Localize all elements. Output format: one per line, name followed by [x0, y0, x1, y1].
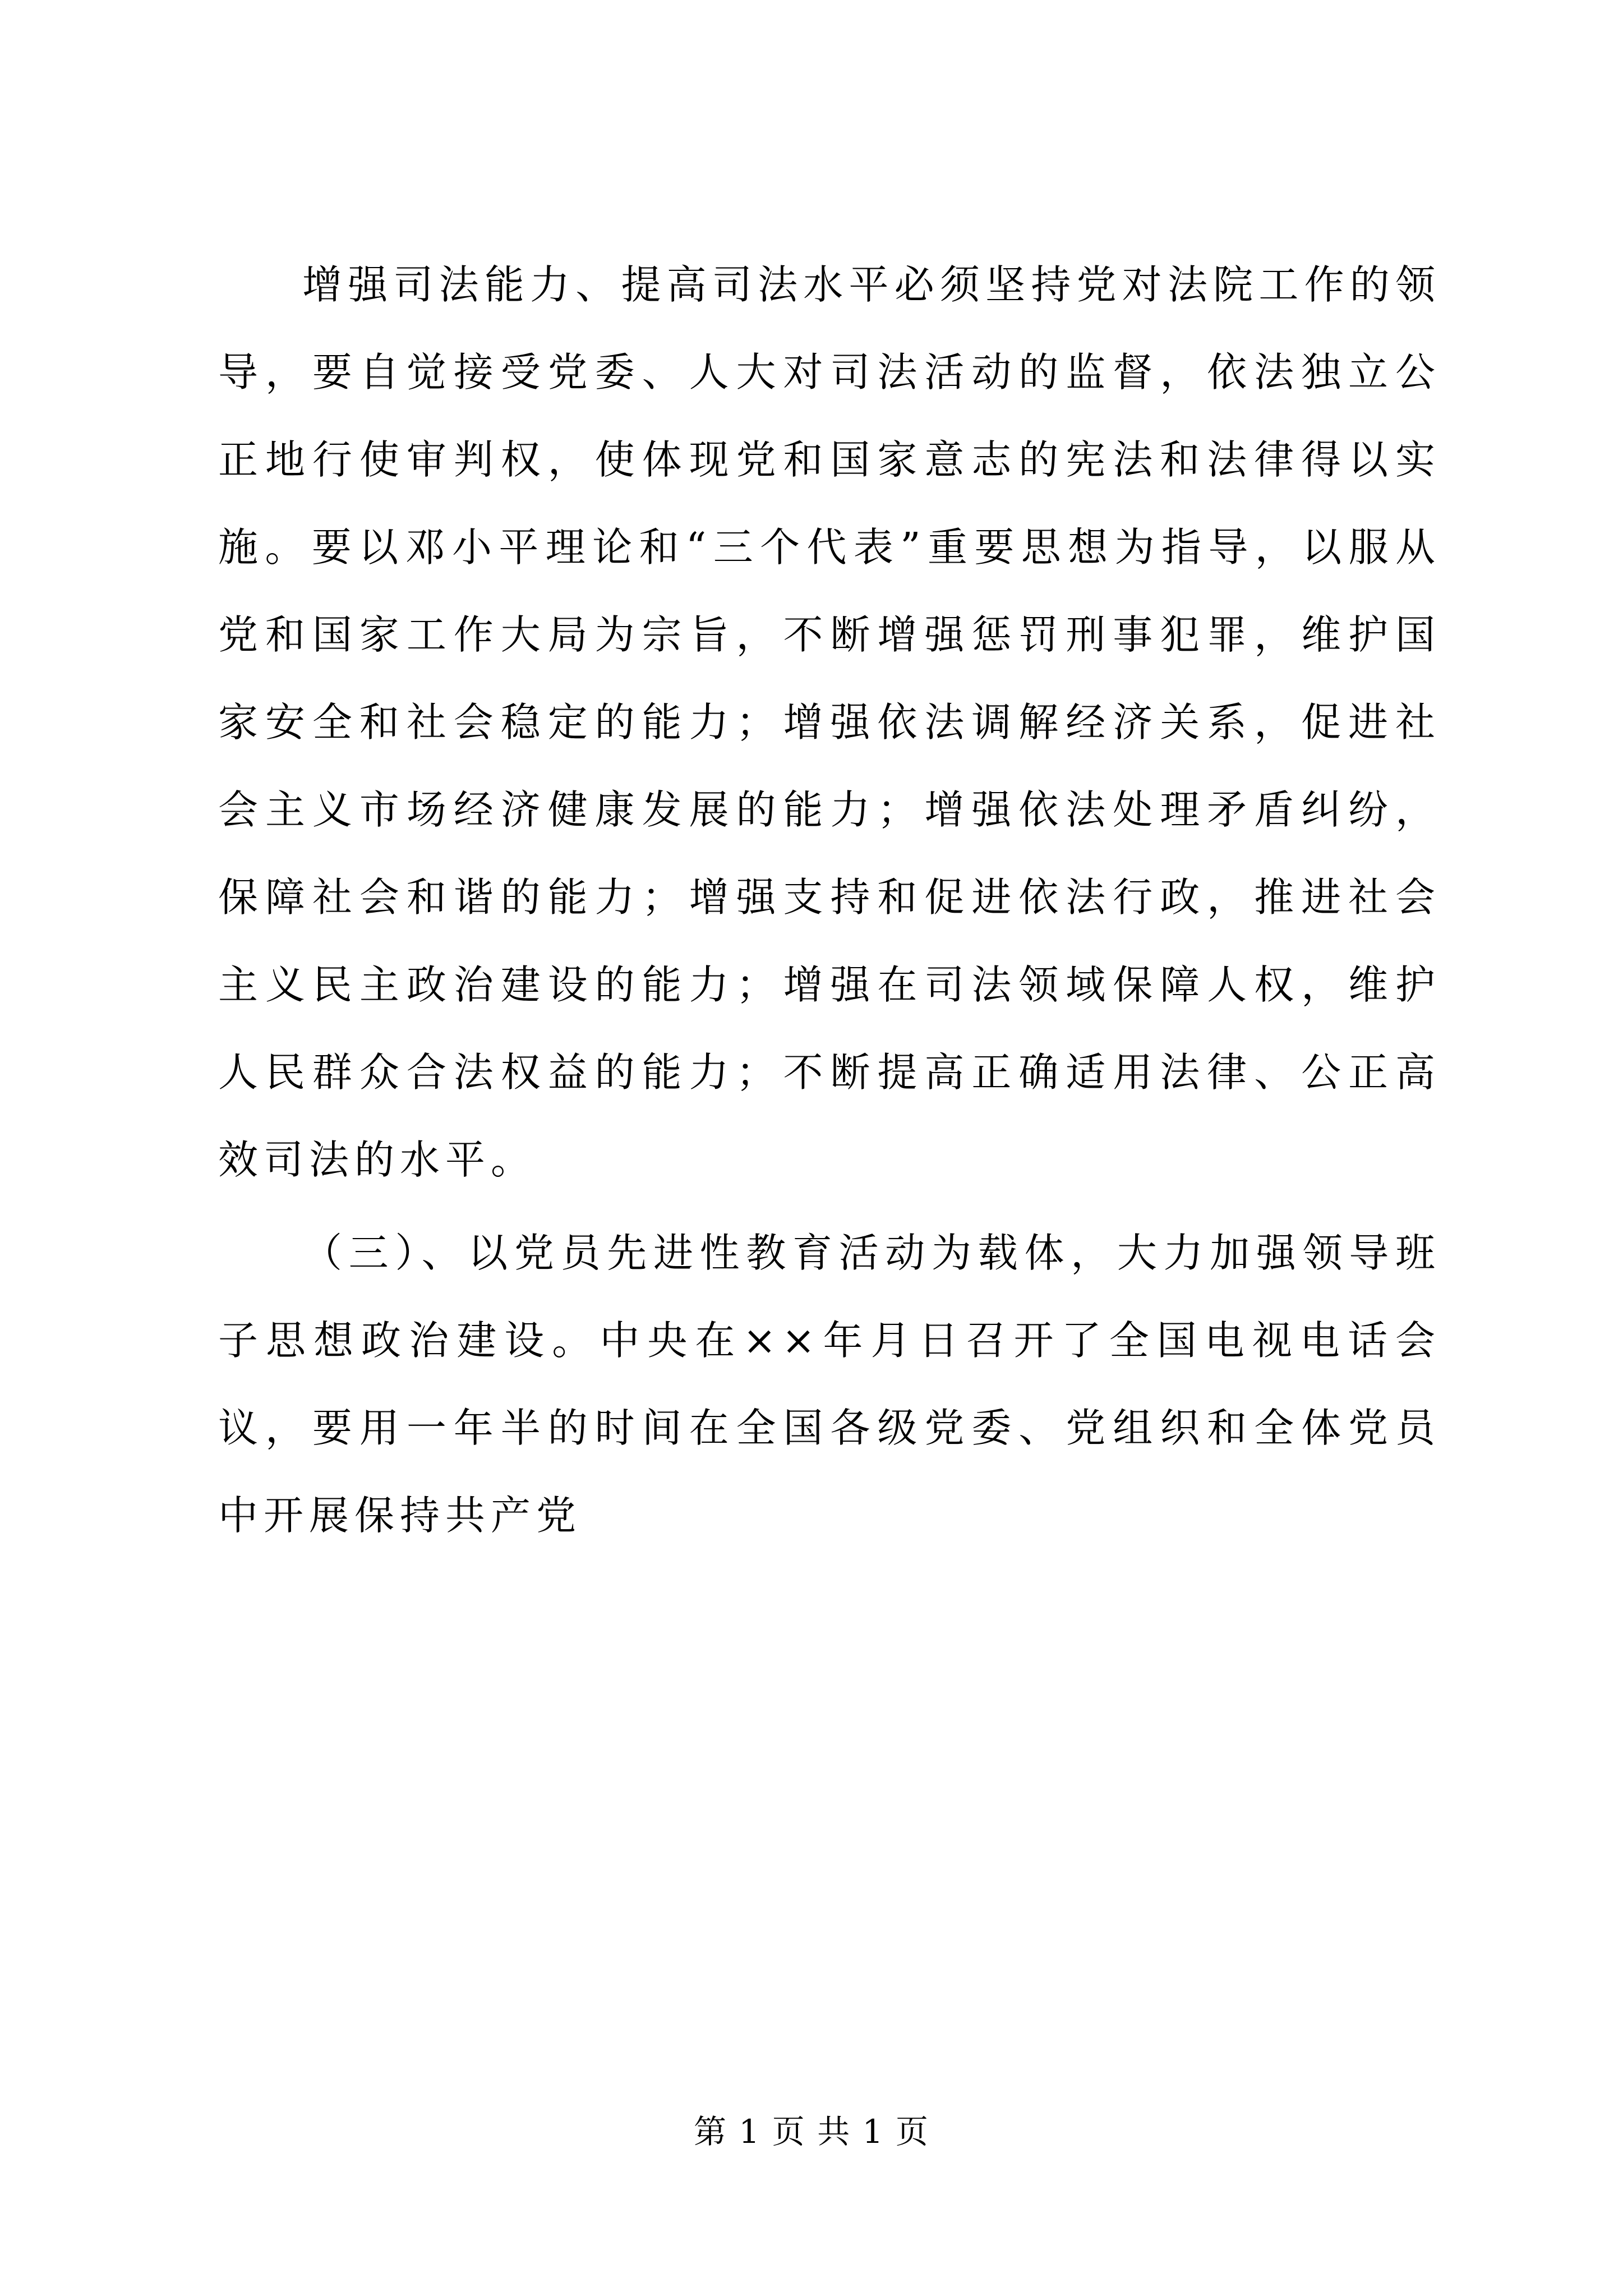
page-footer: 第 1 页 共 1 页 [694, 2113, 929, 2151]
paragraph-judicial-capacity: 增强司法能力、提高司法水平必须坚持党对法院工作的领导，要自觉接受党委、人大对司法活动的监督，依法独立公正地行使审判权，使体现党和国家意志的宪法和法律得以实施。要以邓小平理论和“三个代表”重要思想为指导，以服从党和国家工作大局为宗旨，不断增强惩罚刑事犯罪，维护国家安全和社会稳定的能力；增强依法调解经济关系，促进社会主义市场经济健康发展的能力；增强依法处理矛盾纠纷，保障社会和谐的能力；增强支持和促进依法行政，推进社会主义民主政治建设的能力；增强在司法领域保障人权，维护人民群众合法权益的能力；不断提高正确适用法律、公正高效司法的水平。 [218, 261, 1441, 1183]
document-body [218, 241, 1441, 1565]
paragraph-party-education: （三）、以党员先进性教育活动为载体，大力加强领导班子思想政治建设。中央在××年月日召开了全国电视电话会议，要用一年半的时间在全国各级党委、党组织和全体党员中开展保持共产党 [218, 1230, 1441, 1539]
